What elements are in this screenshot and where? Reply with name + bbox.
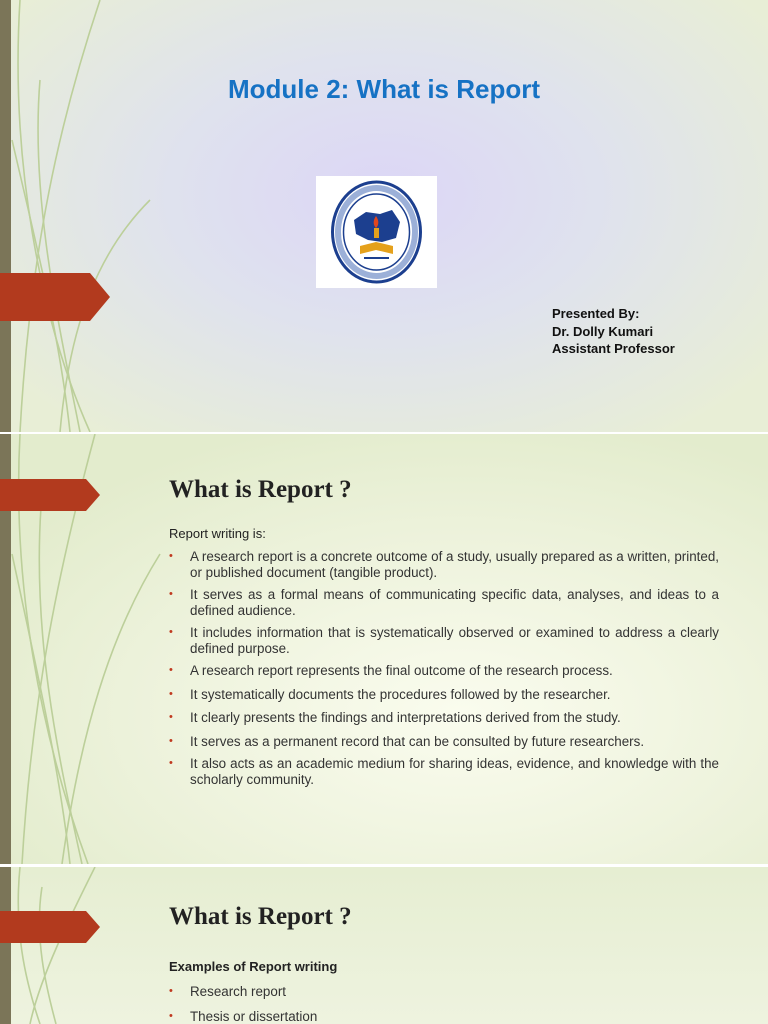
arrow-tab bbox=[0, 273, 110, 321]
slide-title: Module 2: What is Report bbox=[228, 74, 540, 104]
presenter-designation: Assistant Professor bbox=[552, 341, 675, 356]
arrow-tab bbox=[0, 479, 100, 511]
examples-slide bbox=[0, 867, 768, 1024]
list-item: • It serves as a permanent record that can be consulted by future researchers. bbox=[169, 734, 719, 750]
presenter-label: Presented By: bbox=[552, 306, 640, 321]
list-item: • A research report is a concrete outcome of a study, usually prepared as a written, printed, or published document (tangible product). bbox=[169, 549, 719, 580]
slide-heading: What is Report ? bbox=[169, 476, 352, 503]
list-item: • It also acts as an academic medium for sharing ideas, evidence, and knowledge with the scholarly community. bbox=[169, 756, 719, 787]
bullet-list bbox=[169, 549, 719, 787]
slide-heading: What is Report ? bbox=[169, 903, 352, 930]
intro-text: Examples of Report writing bbox=[169, 959, 338, 974]
intro-text: Report writing is: bbox=[169, 526, 266, 541]
definition-slide bbox=[0, 434, 768, 864]
arrow-tab bbox=[0, 911, 100, 943]
list-item: • It includes information that is systematically observed or examined to address a clearly defined purpose. bbox=[169, 625, 719, 656]
list-item: • It systematically documents the procedures followed by the researcher. bbox=[169, 687, 719, 703]
presenter-info bbox=[552, 305, 675, 358]
list-item: • Research report bbox=[169, 984, 719, 1000]
bullet-list bbox=[169, 984, 719, 1024]
presenter-name: Dr. Dolly Kumari bbox=[552, 323, 654, 339]
list-item: • A research report represents the final outcome of the research process. bbox=[169, 663, 719, 679]
title-slide bbox=[0, 0, 768, 432]
list-item: • It serves as a formal means of communicating specific data, analyses, and ideas to a defined audience. bbox=[169, 587, 719, 618]
decorative-curves bbox=[0, 0, 200, 432]
list-item: • Thesis or dissertation bbox=[169, 1009, 719, 1024]
list-item: • It clearly presents the findings and interpretations derived from the study. bbox=[169, 710, 719, 726]
university-logo bbox=[316, 176, 437, 288]
